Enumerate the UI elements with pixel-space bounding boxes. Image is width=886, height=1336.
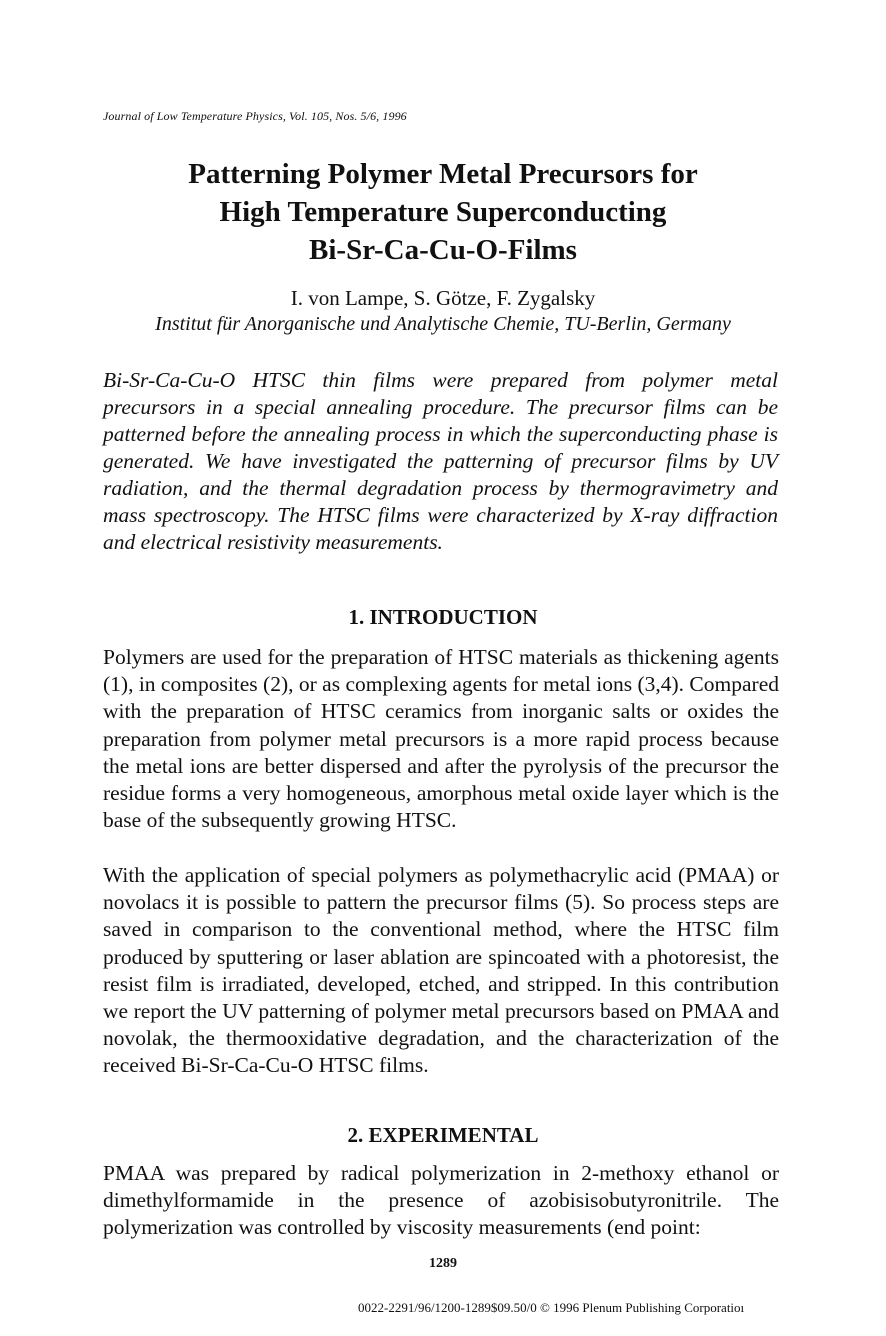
section-heading-introduction: 1. INTRODUCTION bbox=[348, 605, 538, 629]
abstract: Bi-Sr-Ca-Cu-O HTSC thin films were prepared from polymer metal precursors in a special annealing procedure. The precursor films can be patterned before the annealing process in which the superconducting phase is generated. We have investigated the patterning of precursor films by UV radiation, and the thermal degradation process by thermogravimetry and mass spectroscopy. The HTSC films were characterized by X-ray diffraction and electrical resistivity measurements. bbox=[103, 368, 778, 554]
paper-title bbox=[80, 155, 806, 269]
affiliation: Institut für Anorganische und Analytische Chemie, TU-Berlin, Germany bbox=[155, 313, 731, 335]
page-number: 1289 bbox=[429, 1256, 457, 1271]
experimental-paragraph-1 bbox=[103, 1160, 779, 1242]
intro-paragraph-2 bbox=[103, 862, 779, 1080]
paragraph-text: PMAA was prepared by radical polymerization in 2-methoxy ethanol or dimethylformamide in the presence of azobisisobutyronitrile. The polymerization was controlled by viscosity measurements (end point: bbox=[103, 1161, 779, 1240]
title-line-3: Bi-Sr-Ca-Cu-O-Films bbox=[309, 234, 577, 266]
copyright-footer: 0022-2291/96/1200-1289$09.50/0 © 1996 Plenum Publishing Corporatioı bbox=[358, 1300, 745, 1315]
intro-paragraph-1 bbox=[103, 644, 779, 834]
paragraph-text: Polymers are used for the preparation of HTSC materials as thickening agents (1), in composites (2), or as complexing agents for metal ions (3,4). Compared with the preparation of HTSC ceramics from inorganic salts or oxides the preparation from polymer metal precursors is a more rapid process because the metal ions are better dispersed and after the pyrolysis of the precursor the residue forms a very homogeneous, amorphous metal oxide layer which is the base of the subsequently growing HTSC. bbox=[103, 645, 779, 833]
journal-reference: Journal of Low Temperature Physics, Vol. 105, Nos. 5/6, 1996 bbox=[103, 109, 407, 123]
title-line-2: High Temperature Superconducting bbox=[219, 196, 667, 228]
authors: I. von Lampe, S. Götze, F. Zygalsky bbox=[290, 286, 596, 310]
paragraph-text: With the application of special polymers as polymethacrylic acid (PMAA) or novolacs it is possible to pattern the precursor films (5). So process steps are saved in comparison to the conventional method, where the HTSC film produced by sputtering or laser ablation are spincoated with a photoresist, the resist film is irradiated, developed, etched, and stripped. In this contribution we report the UV patterning of polymer metal precursors based on PMAA and novolak, the thermooxidative degradation, and the characterization of the received Bi-Sr-Ca-Cu-O HTSC films. bbox=[103, 863, 779, 1078]
title-line-1: Patterning Polymer Metal Precursors for bbox=[188, 158, 698, 190]
section-heading-experimental: 2. EXPERIMENTAL bbox=[347, 1123, 539, 1147]
